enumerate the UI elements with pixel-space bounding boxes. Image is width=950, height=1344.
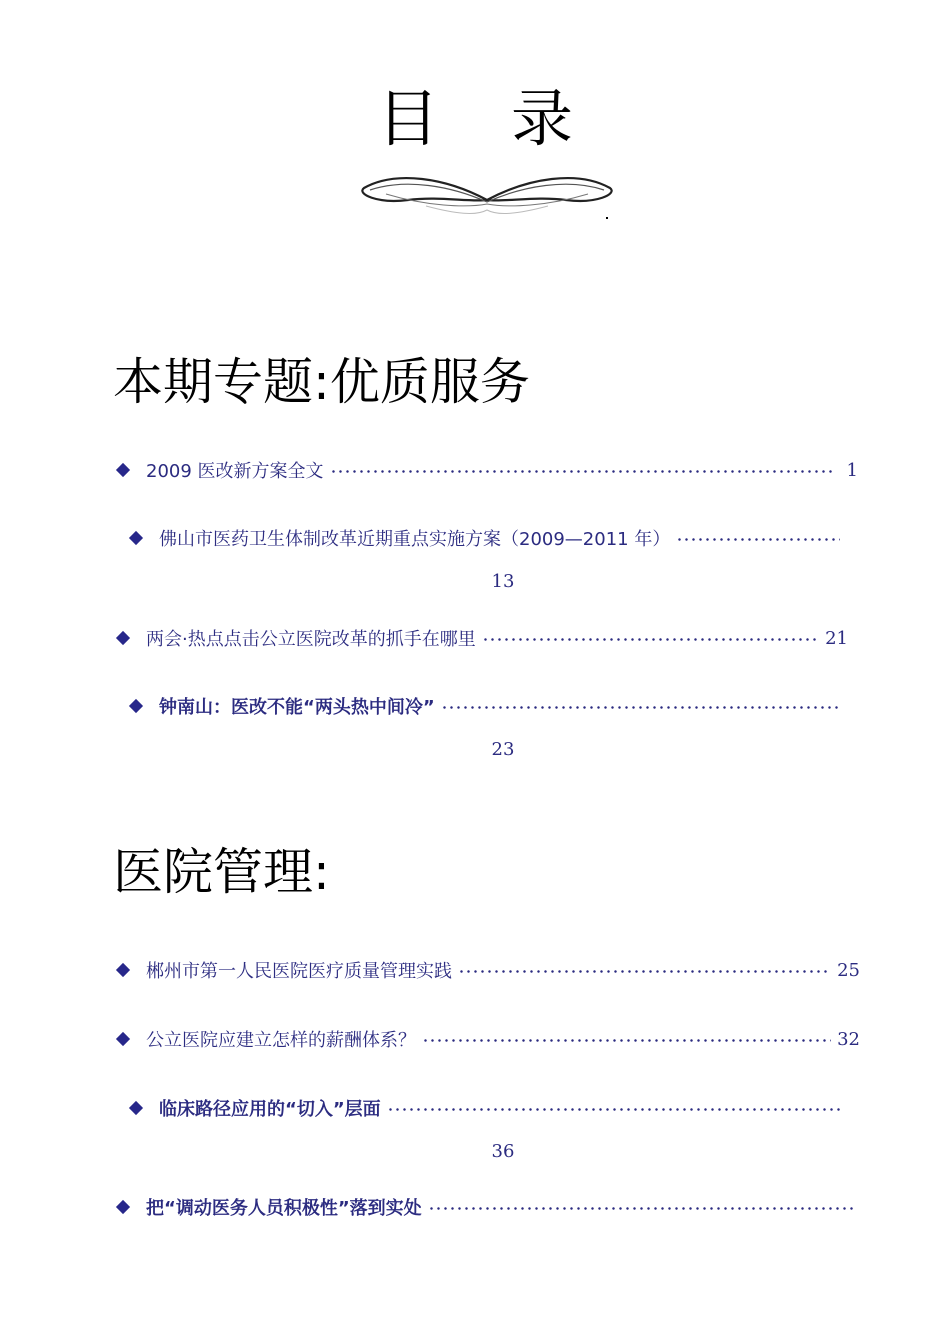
- diamond-bullet-icon: [116, 1200, 130, 1214]
- toc-entry-title: 郴州市第一人民医院医疗质量管理实践: [146, 961, 452, 982]
- toc-entry[interactable]: [113, 1025, 860, 1053]
- diamond-bullet-icon: [116, 631, 130, 645]
- diamond-bullet-icon: [116, 1032, 130, 1046]
- toc-entry-title: 2009 医改新方案全文: [146, 461, 324, 482]
- toc-entry-title: 佛山市医药卫生体制改革近期重点实施方案（2009—2011 年）: [159, 529, 671, 550]
- toc-entry-title: 两会·热点点击公立医院改革的抓手在哪里: [146, 629, 476, 650]
- title-char-1: 目: [376, 82, 439, 155]
- toc-entry-page: 36: [491, 1141, 515, 1162]
- toc-entry-page: 1: [846, 459, 858, 481]
- title-char-2: 录: [511, 82, 574, 155]
- toc-entry[interactable]: [126, 692, 846, 720]
- toc-entry[interactable]: [113, 1193, 860, 1221]
- toc-entry-page: 32: [837, 1028, 860, 1050]
- section-heading-special-topic: 本期专题:优质服务: [113, 353, 530, 411]
- dot-leader: [330, 470, 832, 473]
- dot-leader: [676, 538, 840, 541]
- diamond-bullet-icon: [129, 531, 143, 545]
- diamond-bullet-icon: [116, 463, 130, 477]
- toc-entry-page: 13: [491, 571, 515, 592]
- toc-entry[interactable]: [126, 524, 846, 552]
- toc-entry[interactable]: [113, 956, 860, 984]
- page-title: [0, 82, 950, 156]
- dot-leader: [441, 706, 840, 709]
- toc-entry-page: 23: [491, 739, 515, 760]
- toc-entry-page: 21: [825, 627, 848, 649]
- toc-entry-title: 临床路径应用的“切入”层面: [159, 1099, 381, 1120]
- dot-leader: [458, 970, 831, 973]
- dot-leader: [387, 1108, 840, 1111]
- diamond-bullet-icon: [129, 699, 143, 713]
- dot-leader: [422, 1039, 831, 1042]
- dot-leader: [482, 638, 819, 641]
- diamond-bullet-icon: [116, 963, 130, 977]
- toc-entry[interactable]: [126, 1094, 846, 1122]
- toc-entry-page: 25: [837, 959, 860, 981]
- section-heading-hospital-management: 医院管理:: [113, 843, 330, 901]
- toc-entry-title: 钟南山：医改不能“两头热中间冷”: [159, 697, 435, 718]
- toc-entry[interactable]: [113, 624, 848, 652]
- flourish-divider-icon: [356, 170, 618, 222]
- toc-entry[interactable]: [113, 456, 858, 484]
- dot-leader: [428, 1207, 854, 1210]
- toc-entry-title: 把“调动医务人员积极性”落到实处: [146, 1198, 422, 1219]
- diamond-bullet-icon: [129, 1101, 143, 1115]
- toc-entry-title: 公立医院应建立怎样的薪酬体系？: [146, 1030, 416, 1051]
